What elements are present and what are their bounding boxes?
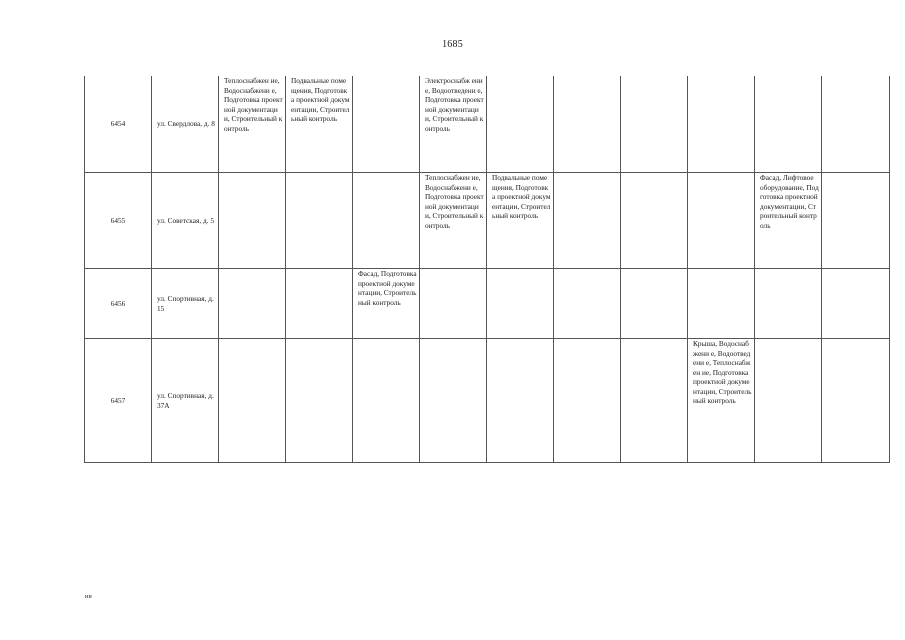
work-type-cell (621, 173, 688, 269)
table-row (85, 339, 890, 463)
work-type-cell (286, 173, 353, 269)
row-number-cell: 6457 (85, 339, 152, 463)
work-type-cell (688, 269, 755, 339)
work-type-cell: Теплоснабжен ие, Водоснабжени е, Подготовка проектной документации, Строительный контроль (219, 76, 286, 173)
work-type-cell (554, 269, 621, 339)
row-number-cell: 6456 (85, 269, 152, 339)
address-cell: ул. Свердлова, д. 8 (152, 76, 219, 173)
work-type-cell (219, 269, 286, 339)
work-type-cell (621, 76, 688, 173)
work-type-cell (554, 339, 621, 463)
work-type-cell: Фасад, Лифтовое оборудование, Подготовка проектной документации, Строительный контроль (755, 173, 822, 269)
work-type-cell (755, 339, 822, 463)
work-type-cell (822, 173, 890, 269)
work-type-cell (822, 76, 890, 173)
work-type-cell (420, 269, 487, 339)
work-type-cell (688, 173, 755, 269)
footer-mark: ии (85, 594, 93, 600)
work-type-cell (755, 269, 822, 339)
address-cell: ул. Спортивная, д. 15 (152, 269, 219, 339)
work-type-cell: Подвальные помещения, Подготовка проектной документации, Строительный контроль (487, 173, 554, 269)
work-type-cell (353, 173, 420, 269)
work-type-cell (822, 269, 890, 339)
work-type-cell (219, 173, 286, 269)
page-number: 1685 (442, 39, 463, 50)
work-type-cell (822, 339, 890, 463)
work-type-cell: Крыша, Водоснабжени е, Водоотведени е, Теплоснабжен ие, Подготовка проектной документации, Строительный контроль (688, 339, 755, 463)
work-type-cell (286, 339, 353, 463)
work-type-cell (554, 76, 621, 173)
work-type-cell: Подвальные помещения, Подготовка проектной документации, Строительный контроль (286, 76, 353, 173)
work-type-cell (353, 76, 420, 173)
work-type-cell (621, 339, 688, 463)
work-type-cell (219, 339, 286, 463)
work-type-cell (755, 76, 822, 173)
table-row (85, 269, 890, 339)
table-row (85, 76, 890, 173)
work-type-cell (554, 173, 621, 269)
work-type-cell (688, 76, 755, 173)
work-type-cell (487, 269, 554, 339)
address-cell: ул. Советская, д. 5 (152, 173, 219, 269)
row-number-cell: 6455 (85, 173, 152, 269)
work-type-cell (286, 269, 353, 339)
work-schedule-table (84, 76, 890, 463)
row-number-cell: 6454 (85, 76, 152, 173)
work-type-cell (487, 76, 554, 173)
address-cell: ул. Спортивная, д. 37А (152, 339, 219, 463)
work-type-cell (621, 269, 688, 339)
work-type-cell (420, 339, 487, 463)
work-type-cell: Фасад, Подготовка проектной документации, Строительный контроль (353, 269, 420, 339)
table-row (85, 173, 890, 269)
work-type-cell (487, 339, 554, 463)
work-type-cell: Теплоснабжен ие, Водоснабжени е, Подготовка проектной документации, Строительный контроль (420, 173, 487, 269)
work-type-cell (353, 339, 420, 463)
work-type-cell: Электроснабж ение, Водоотведени е, Подготовка проектной документации, Строительный контроль (420, 76, 487, 173)
